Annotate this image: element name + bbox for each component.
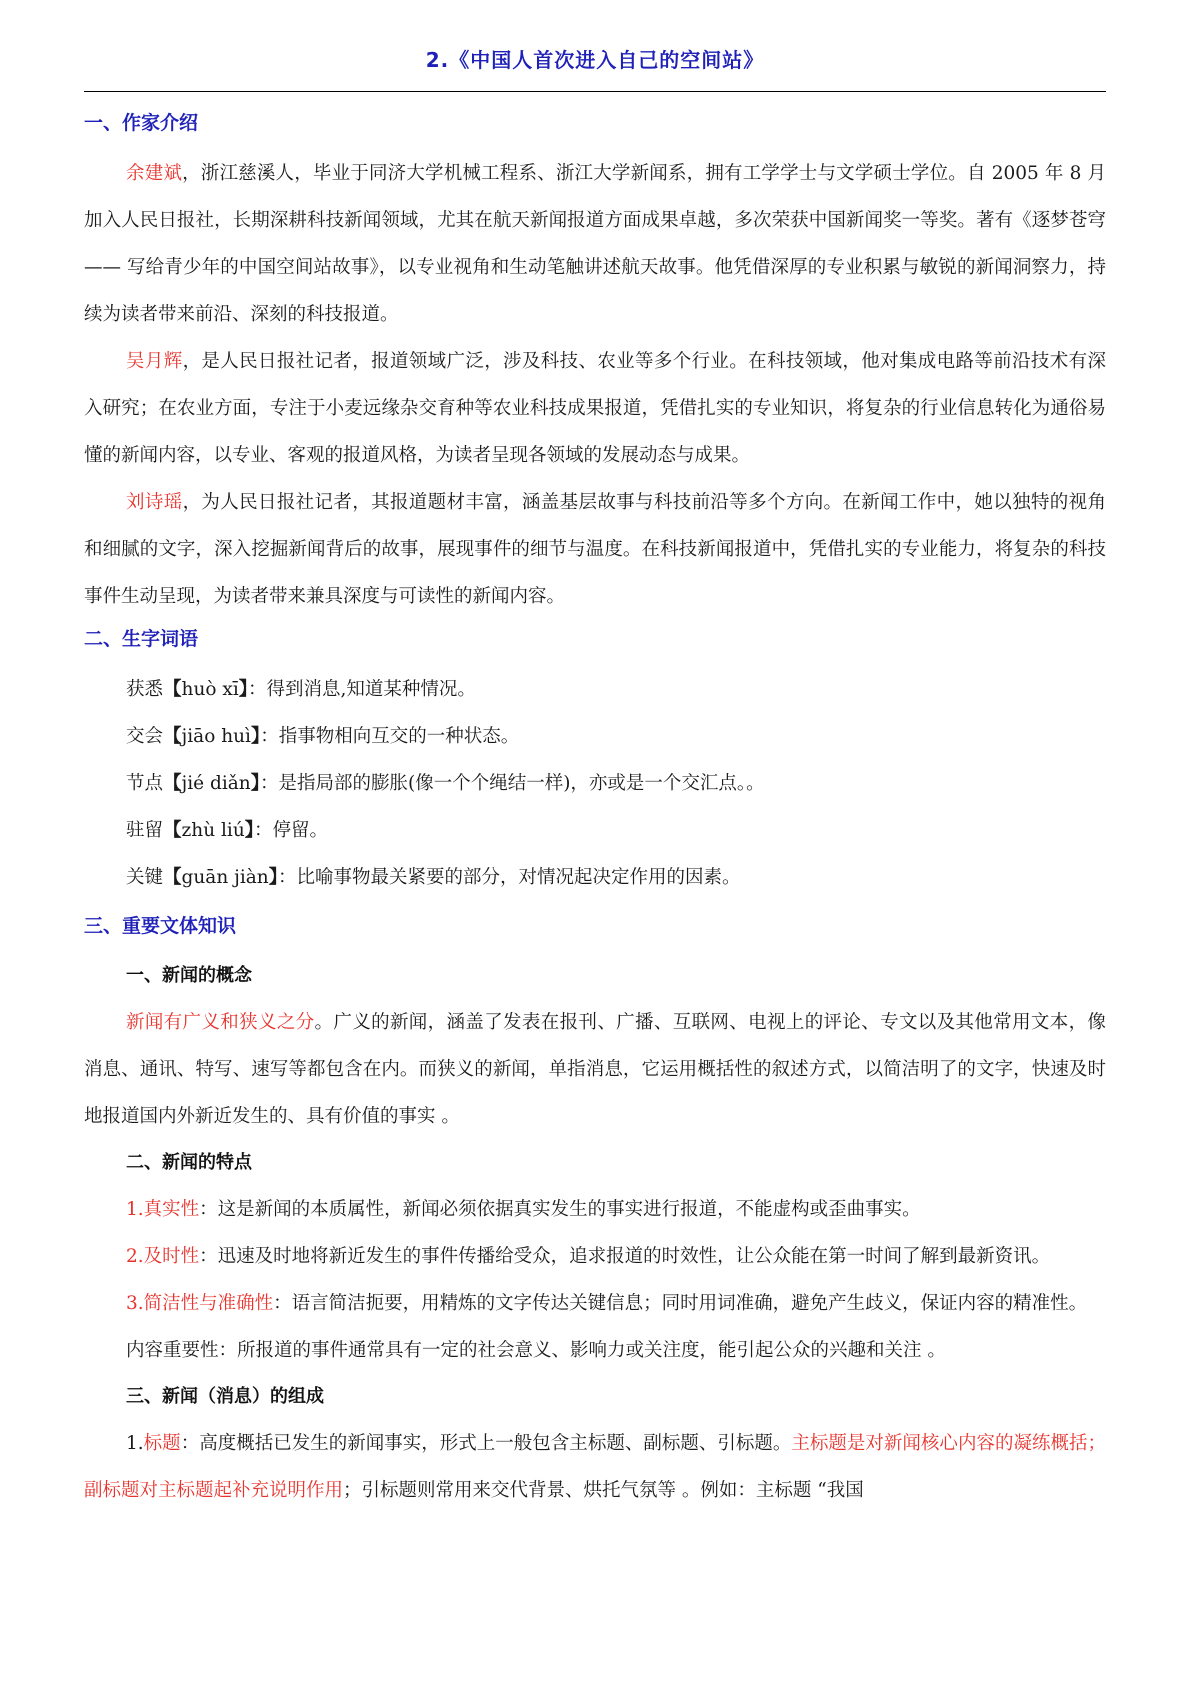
vocab-item [84,666,1106,713]
author-bio: ，为人民日报社记者，其报道题材丰富，涵盖基层故事与科技前沿等多个方向。在新闻工作中，她以独特的视角和细腻的文字，深入挖掘新闻背后的故事，展现事件的细节与温度。在科技新闻报道中，凭借扎实的专业能力，将复杂的科技事件生动呈现，为读者带来兼具深度与可读性的新闻内容。 [84,492,1106,607]
bracket-right: 】 [244,820,255,841]
feature-authenticity [84,1186,1106,1233]
body-text: ：语言简洁扼要，用精炼的文字传达关键信息；同时用词准确，避免产生歧义，保证内容的精准性。 [273,1293,1088,1314]
subheading-news-features: 二、新闻的特点 [126,1152,252,1173]
section-heading-vocabulary: 二、生字词语 [84,628,199,650]
document-body [84,104,1106,1514]
bracket-right: 】 [250,773,260,794]
section-heading-genre: 三、重要文体知识 [84,915,237,937]
author-paragraph-yu [84,150,1106,338]
structure-headline-paragraph [84,1420,1106,1514]
vocab-definition: ：比喻事物最关紧要的部分，对情况起决定作用的因素。 [277,867,741,888]
vocab-definition: ：得到消息,知道某种情况。 [248,679,476,700]
vocab-pinyin: jié diǎn [181,773,251,794]
bracket-left: 【 [163,867,182,888]
body-text: ；引标题则常用来交代背景、烘托气氛等 。例如：主标题 “我国 [343,1480,864,1501]
vocab-definition: ：指事物相向互交的一种状态。 [260,726,520,747]
highlight-text: 主标题是对新闻核心内容的凝练概括；副标题对主标题起补充说明作用 [84,1433,1106,1501]
author-paragraph-wu [84,338,1106,479]
author-paragraph-liu [84,479,1106,620]
author-bio: ，浙江慈溪人，毕业于同济大学机械工程系、浙江大学新闻系，拥有工学学士与文学硕士学位。自 2005 年 8 月加入人民日报社，长期深耕科技新闻领域，尤其在航天新闻报道方面成果卓越，多次荣获中国新闻奖一等奖。著有《逐梦苍穹 —— 写给青少年的中国空间站故事》，以专业视角和生动笔触讲述航天故事。他凭借深厚的专业积累与敏锐的新闻洞察力，持续为读者带来前沿、深刻的科技报道。 [84,163,1106,325]
author-name: 吴月辉 [126,351,183,372]
highlight-text: 2.及时性 [126,1246,200,1267]
vocab-pinyin: jiāo huì [181,726,251,747]
vocab-item [84,713,1106,760]
vocab-word: 交会 [126,726,164,747]
body-text: ：迅速及时地将新近发生的事件传播给受众，追求报道的时效性，让公众能在第一时间了解到最新资讯。 [199,1246,1051,1267]
title-divider [84,91,1106,92]
highlight-text: 3.简洁性与准确性 [126,1293,274,1314]
author-name: 余建斌 [126,163,183,184]
bracket-right: 】 [238,679,248,700]
feature-importance: 内容重要性：所报道的事件通常具有一定的社会意义、影响力或关注度，能引起公众的兴趣和关注 。 [126,1340,946,1361]
body-text: ：高度概括已发生的新闻事实，形式上一般包含主标题、副标题、引标题。 [180,1433,792,1454]
highlight-text: 新闻有广义和狭义之分 [126,1012,315,1033]
vocab-pinyin: zhù liú [181,820,245,841]
vocab-word: 驻留 [126,820,164,841]
vocab-item [84,760,1106,807]
bracket-left: 【 [163,820,182,841]
vocab-word: 节点 [126,773,164,794]
subheading-news-structure: 三、新闻（消息）的组成 [126,1386,324,1407]
vocab-word: 获悉 [126,679,164,700]
page-title: 2.《中国人首次进入自己的空间站》 [425,48,765,72]
author-bio: ，是人民日报社记者，报道领域广泛，涉及科技、农业等多个行业。在科技领域，他对集成电路等前沿技术有深入研究；在农业方面，专注于小麦远缘杂交育种等农业科技成果报道，凭借扎实的专业知识，将复杂的行业信息转化为通俗易懂的新闻内容，以专业、客观的报道风格，为读者呈现各领域的发展动态与成果。 [84,351,1106,466]
vocab-pinyin: huò xī [181,679,239,700]
highlight-text: 1.真实性 [126,1199,200,1220]
bracket-right: 】 [250,726,261,747]
bracket-left: 【 [163,726,182,747]
news-concept-paragraph [84,999,1106,1140]
body-text: 。广义的新闻，涵盖了发表在报刊、广播、互联网、电视上的评论、专文以及其他常用文本，像消息、通讯、特写、速写等都包含在内。而狭义的新闻，单指消息，它运用概括性的叙述方式，以简洁明了的文字，快速及时地报道国内外新近发生的、具有价值的事实 。 [84,1012,1106,1127]
subheading-news-concept: 一、新闻的概念 [126,965,252,986]
vocab-item [84,807,1106,854]
list-number: 1. [126,1433,144,1454]
vocab-item [84,854,1106,901]
highlight-text: 标题 [143,1433,181,1454]
bracket-left: 【 [163,679,182,700]
vocab-pinyin: guān jiàn [181,867,269,888]
feature-timeliness [84,1233,1106,1280]
feature-concise-accurate [84,1280,1106,1327]
body-text: ：这是新闻的本质属性，新闻必须依据真实发生的事实进行报道，不能虚构或歪曲事实。 [199,1199,921,1220]
vocab-definition: ：是指局部的膨胀(像一个个绳结一样)，亦或是一个交汇点。。 [259,773,765,794]
author-name: 刘诗瑶 [126,492,183,513]
bracket-right: 】 [268,867,278,888]
section-heading-author: 一、作家介绍 [84,112,199,134]
vocab-definition: ：停留。 [254,820,329,841]
vocab-word: 关键 [126,867,164,888]
bracket-left: 【 [163,773,182,794]
